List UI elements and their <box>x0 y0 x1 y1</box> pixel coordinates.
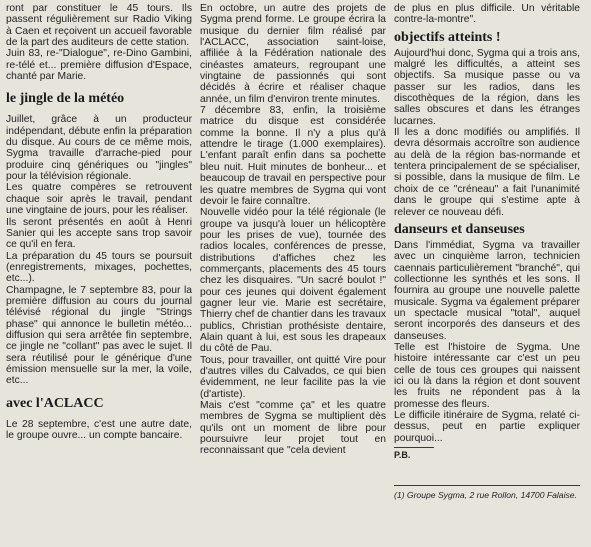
column-2 <box>200 3 386 547</box>
signature-rule <box>394 447 434 448</box>
paragraph: Dans l'immédiat, Sygma va travailler avec un cinquième larron, technicien caennais particulièrement "branché", qui collectionne les synthés et les sons. Il fournira au groupe une nouvelle palette musicale. Sygma va également préparer un spectacle musical "total", auquel seront incorporés des danseurs et des danseuses. <box>394 239 580 342</box>
paragraph: Le 28 septembre, c'est une autre date, le groupe ouvre... un compte bancaire. <box>6 418 192 441</box>
paragraph: Les quatre compères se retrouvent chaque soir après le travail, pendant une vingtaine de jours, pour les réaliser. <box>6 182 192 217</box>
paragraph: Champagne, le 7 septembre 83, pour la première diffusion au cours du journal télévisé régional du jingle "Strings phase" qui annonce le bulletin météo... diffusion qui sera arrêtée fin septembre, ce jingle ne "collant" pas avec le sujet. Il sera réutilisé pour le générique d'une émission mensuelle sur la mer, la voile, etc... <box>6 284 192 387</box>
paragraph: Mais c'est "comme ça" et les quatre membres de Sygma se multiplient dès qu'ils ont un moment de libre pour poursuivre leur projet tout en reconnaissant que "cela devient <box>200 400 386 457</box>
paragraph: En octobre, un autre des projets de Sygma prend forme. Le groupe écrira la musique du dernier film réalisé par l'ACLACC, association saint-loise, affiliée à la Fédération nationale des cinéastes amateurs, regroupant une vingtaine de passionnés qui sont décidés à écrire et réaliser chaque année, un film d'environ trente minutes. <box>200 3 386 105</box>
paragraph: Tous, pour travailler, ont quitté Vire pour d'autres villes du Calvados, ce qui bien évidemment, ne leur facilite pas la vie (d'artiste). <box>200 354 386 400</box>
paragraph: Juin 83, re-"Dialogue", re-Dino Gambini, re-télé et... première diffusion d'Espace, chanté par Marie. <box>6 48 192 83</box>
column-1 <box>6 3 192 547</box>
paragraph: La préparation du 45 tours se poursuit (enregistrements, mixages, pochettes, etc...). <box>6 250 192 285</box>
section-heading-aclacc: avec l'ACLACC <box>6 395 104 411</box>
paragraph: ront par constituer le 45 tours. Ils passent régulièrement sur Radio Viking à Caen et reçoivent un accueil favorable de la part des auditeurs de cette station. <box>6 3 192 49</box>
section-heading-objectifs: objectifs atteints ! <box>394 29 501 45</box>
paragraph: Telle est l'histoire de Sygma. Une histoire intéressante car c'est un peu celle de tous ces groupes qui naissent ici ou là dans la région et dont souvent les fruits ne répondent pas à la promesse des fleurs. <box>394 341 580 410</box>
paragraph: 7 décembre 83, enfin, la troisième matrice du disque est considérée comme la bonne. Il n'y a plus qu'à attendre le tirage (1.000 exemplaires). L'enfant paraît enfin dans sa pochette bleu nuit. Huit minutes de bonheur... et beaucoup de travail en perspective pour les quatre membres de Sygma qui vont devoir le faire connaître. <box>200 105 386 207</box>
paragraph: Nouvelle vidéo pour la télé régionale (le groupe va jusqu'à louer un hélicoptère pour les prises de vue), tournée des radios locales, conférences de presse, distributions d'affiches chez les commerçants, placements des 45 tours chez les disquaires. "Un sacré boulot !" pour ces jeunes qui doivent également gagner leur vie. Marie est secrétaire, Thierry chef de chantier dans les travaux publics, Christian prothésiste dentaire, Alain quant à lui, est sous les drapeaux du côté de Pau. <box>200 207 386 355</box>
paragraph: Aujourd'hui donc, Sygma qui a trois ans, malgré les difficultés, a atteint ses objectifs. Sa musique passe ou va passer sur les radios, dans les discothèques de la région, dans les salles obscures et dans les étranges lucarnes. <box>394 47 580 127</box>
footnote-divider <box>394 485 580 486</box>
author-signature: P.B. <box>394 450 411 461</box>
paragraph: de plus en plus difficile. Un véritable contre-la-montre". <box>394 3 580 26</box>
footnote: (1) Groupe Sygma, 2 rue Rollon, 14700 Falaise. <box>394 490 577 501</box>
paragraph: Juillet, grâce à un producteur indépendant, débute enfin la préparation du disque. Au cours de ce même mois, Sygma travaille d'arrache-pied pour produire cinq génériques ou "jingles" pour la télévision régionale. <box>6 114 192 183</box>
section-heading-jingle: le jingle de la météo <box>6 91 125 107</box>
column-3 <box>394 3 580 547</box>
paragraph: Ils seront présentés en août à Henri Sanier qui les accepte sans trop savoir ce qu'il en fera. <box>6 216 192 251</box>
paragraph: Le difficile itinéraire de Sygma, relaté ci-dessus, peut en partie expliquer pourquoi... <box>394 410 580 444</box>
section-heading-danseurs: danseurs et danseuses <box>394 221 525 237</box>
paragraph: Il les a donc modifiés ou amplifiés. Il devra désormais accroître son audience au delà de la région bas-normande et tentera principalement de se spécialiser, si possible, dans la musique de film. Le choix de ce "créneau" a fait l'unanimité dans le groupe qui s'estime apte à relever ce nouveau défi. <box>394 127 580 218</box>
